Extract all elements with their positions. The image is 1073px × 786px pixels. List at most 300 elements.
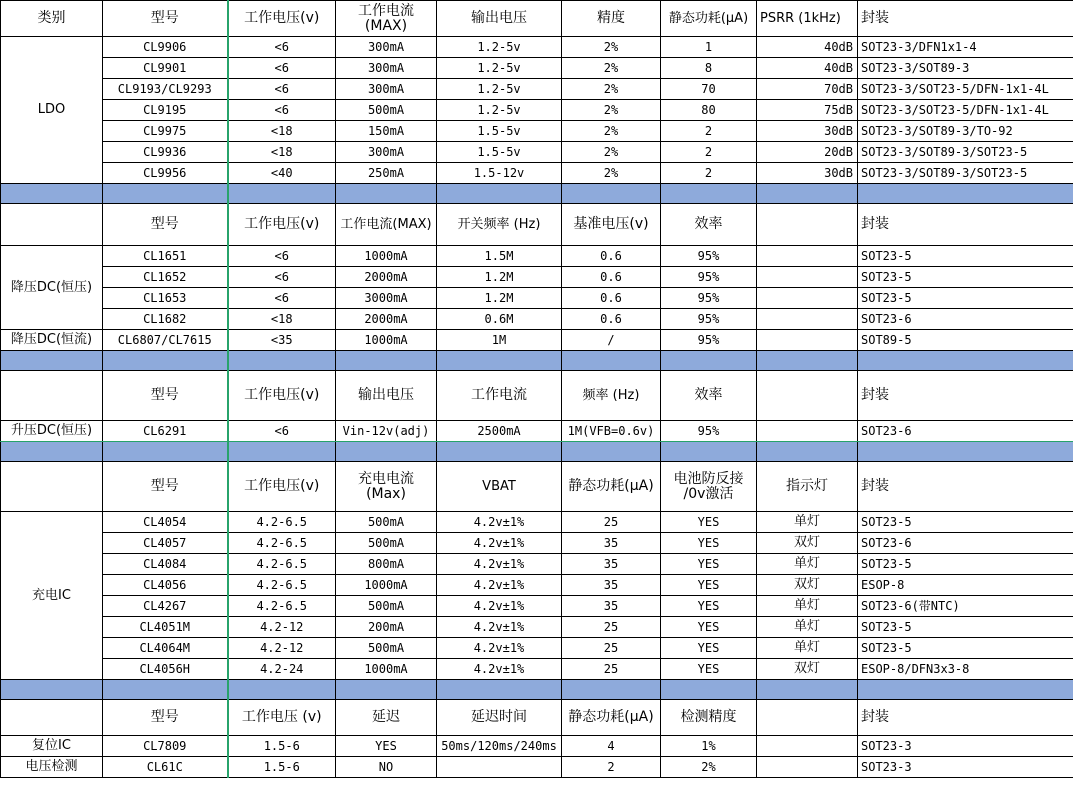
cell[interactable]: 70dB bbox=[757, 79, 858, 100]
header-model[interactable]: 型号 bbox=[103, 1, 228, 37]
cell[interactable]: 8 bbox=[661, 58, 757, 79]
band-cell[interactable] bbox=[661, 680, 757, 700]
band-cell[interactable] bbox=[661, 442, 757, 462]
cell[interactable]: 50ms/120ms/240ms bbox=[437, 736, 562, 757]
table-row bbox=[1, 512, 1073, 533]
band-cell[interactable] bbox=[103, 184, 228, 204]
cell[interactable]: <18 bbox=[228, 142, 336, 163]
cell-package[interactable]: SOT23-3/SOT23-5/DFN-1x1-4L bbox=[858, 79, 1073, 100]
table-row bbox=[1, 554, 1073, 575]
cell-package[interactable]: SOT23-3 bbox=[858, 736, 1073, 757]
cell[interactable]: 1000mA bbox=[336, 575, 437, 596]
band-cell[interactable] bbox=[336, 680, 437, 700]
header-psrr[interactable]: PSRR (1kHz) bbox=[757, 1, 858, 37]
cell[interactable]: 1.2-5v bbox=[437, 100, 562, 121]
cell-package[interactable]: SOT23-5 bbox=[858, 267, 1073, 288]
cell[interactable]: 2% bbox=[562, 163, 661, 184]
header-output-voltage[interactable]: 输出电压 bbox=[437, 1, 562, 37]
cell[interactable]: 500mA bbox=[336, 100, 437, 121]
cell[interactable] bbox=[757, 288, 858, 309]
header-blank[interactable] bbox=[757, 204, 858, 246]
band-cell[interactable] bbox=[858, 184, 1073, 204]
table-row bbox=[1, 533, 1073, 554]
cell[interactable]: 1.5-12v bbox=[437, 163, 562, 184]
band-cell[interactable] bbox=[757, 351, 858, 371]
header-blank[interactable] bbox=[1, 700, 103, 736]
cell-model[interactable]: CL4056H bbox=[103, 659, 228, 680]
band-cell[interactable] bbox=[336, 351, 437, 371]
band-cell[interactable] bbox=[562, 184, 661, 204]
band-cell[interactable] bbox=[757, 680, 858, 700]
cell-model[interactable]: CL9901 bbox=[103, 58, 228, 79]
band-cell[interactable] bbox=[437, 351, 562, 371]
header-package[interactable]: 封装 bbox=[858, 700, 1073, 736]
cell[interactable]: 2% bbox=[562, 37, 661, 58]
header-model[interactable]: 型号 bbox=[103, 462, 228, 512]
cell[interactable]: 40dB bbox=[757, 37, 858, 58]
cell[interactable]: Vin-12v(adj) bbox=[336, 421, 437, 442]
cell[interactable]: 35 bbox=[562, 554, 661, 575]
cell[interactable]: 75dB bbox=[757, 100, 858, 121]
header-model[interactable]: 型号 bbox=[103, 204, 228, 246]
band-cell[interactable] bbox=[562, 680, 661, 700]
cell[interactable]: 300mA bbox=[336, 79, 437, 100]
cell[interactable]: 1M(VFB=0.6v) bbox=[562, 421, 661, 442]
cell[interactable] bbox=[757, 267, 858, 288]
band-cell[interactable] bbox=[228, 351, 336, 371]
band-cell[interactable] bbox=[1, 184, 103, 204]
table-row bbox=[1, 142, 1073, 163]
cell[interactable]: / bbox=[562, 330, 661, 351]
cell[interactable]: 25 bbox=[562, 638, 661, 659]
category-boost[interactable]: 升压DC(恒压) bbox=[1, 421, 103, 442]
header-voltage[interactable]: 工作电压(v) bbox=[228, 204, 336, 246]
band-cell[interactable] bbox=[228, 184, 336, 204]
cell[interactable]: 4.2-12 bbox=[228, 617, 336, 638]
cell[interactable]: 2% bbox=[562, 100, 661, 121]
cell-model[interactable]: CL4056 bbox=[103, 575, 228, 596]
cell[interactable] bbox=[757, 736, 858, 757]
cell-package[interactable]: SOT23-5 bbox=[858, 554, 1073, 575]
header-vbat[interactable]: VBAT bbox=[437, 462, 562, 512]
cell-model[interactable]: CL9193/CL9293 bbox=[103, 79, 228, 100]
table-row bbox=[1, 79, 1073, 100]
header-frequency[interactable]: 频率 (Hz) bbox=[562, 371, 661, 421]
cell-model[interactable]: CL1651 bbox=[103, 246, 228, 267]
table-row bbox=[1, 246, 1073, 267]
header-package[interactable]: 封装 bbox=[858, 371, 1073, 421]
table-row bbox=[1, 575, 1073, 596]
cell[interactable]: 1.5-5v bbox=[437, 121, 562, 142]
cell[interactable]: 300mA bbox=[336, 37, 437, 58]
cell-indicator[interactable]: 双灯 bbox=[757, 659, 858, 680]
cell[interactable]: 30dB bbox=[757, 121, 858, 142]
cell[interactable]: 1000mA bbox=[336, 659, 437, 680]
band-cell[interactable] bbox=[562, 442, 661, 462]
cell-package[interactable]: SOT23-5 bbox=[858, 288, 1073, 309]
cell[interactable]: 4.2-24 bbox=[228, 659, 336, 680]
header-quiescent[interactable]: 静态功耗(μA) bbox=[562, 462, 661, 512]
cell-package[interactable]: SOT23-5 bbox=[858, 638, 1073, 659]
header-switch-frequency[interactable]: 开关频率 (Hz) bbox=[437, 204, 562, 246]
section-divider bbox=[1, 680, 1073, 700]
cell[interactable]: 300mA bbox=[336, 58, 437, 79]
cell[interactable] bbox=[757, 421, 858, 442]
table-row bbox=[1, 659, 1073, 680]
cell[interactable] bbox=[757, 330, 858, 351]
cell[interactable]: <6 bbox=[228, 421, 336, 442]
cell[interactable]: 1.2M bbox=[437, 267, 562, 288]
category-voltage-detect[interactable]: 电压检测 bbox=[1, 757, 103, 778]
cell[interactable]: 1.5M bbox=[437, 246, 562, 267]
category-reset[interactable]: 复位IC bbox=[1, 736, 103, 757]
cell[interactable]: 2% bbox=[562, 142, 661, 163]
cell-model[interactable]: CL4057 bbox=[103, 533, 228, 554]
cell[interactable]: <35 bbox=[228, 330, 336, 351]
cell-indicator[interactable]: 单灯 bbox=[757, 617, 858, 638]
cell[interactable]: 4.2-6.5 bbox=[228, 554, 336, 575]
cell[interactable]: 1.5-5v bbox=[437, 142, 562, 163]
header-blank[interactable] bbox=[757, 700, 858, 736]
header-model[interactable]: 型号 bbox=[103, 371, 228, 421]
header-package[interactable]: 封装 bbox=[858, 462, 1073, 512]
header-model[interactable]: 型号 bbox=[103, 700, 228, 736]
band-cell[interactable] bbox=[228, 442, 336, 462]
cell-model[interactable]: CL6291 bbox=[103, 421, 228, 442]
header-package[interactable]: 封装 bbox=[858, 204, 1073, 246]
cell-indicator[interactable]: 单灯 bbox=[757, 638, 858, 659]
table-row-selected bbox=[1, 421, 1073, 442]
cell[interactable]: <6 bbox=[228, 246, 336, 267]
cell[interactable]: 35 bbox=[562, 575, 661, 596]
cell-indicator[interactable]: 双灯 bbox=[757, 575, 858, 596]
cell[interactable]: 35 bbox=[562, 533, 661, 554]
cell[interactable]: 4.2v±1% bbox=[437, 554, 562, 575]
section-divider bbox=[1, 184, 1073, 204]
cell[interactable]: <18 bbox=[228, 309, 336, 330]
cell-model[interactable]: CL61C bbox=[103, 757, 228, 778]
header-charge-current[interactable]: 充电电流 (Max) bbox=[336, 462, 437, 512]
band-cell[interactable] bbox=[103, 442, 228, 462]
cell[interactable]: 4.2v±1% bbox=[437, 596, 562, 617]
cell-package[interactable]: SOT23-3/SOT89-3/SOT23-5 bbox=[858, 163, 1073, 184]
cell[interactable]: 40dB bbox=[757, 58, 858, 79]
table-row bbox=[1, 163, 1073, 184]
cell-package[interactable]: SOT89-5 bbox=[858, 330, 1073, 351]
cell[interactable]: 70 bbox=[661, 79, 757, 100]
band-cell[interactable] bbox=[1, 680, 103, 700]
cell[interactable] bbox=[757, 309, 858, 330]
boost-header-row bbox=[1, 371, 1073, 421]
cell[interactable]: 95% bbox=[661, 330, 757, 351]
band-cell[interactable] bbox=[437, 680, 562, 700]
cell-package[interactable]: SOT23-3 bbox=[858, 757, 1073, 778]
band-cell[interactable] bbox=[103, 680, 228, 700]
cell-package[interactable]: SOT23-3/DFN1x1-4 bbox=[858, 37, 1073, 58]
cell-package[interactable]: SOT23-5 bbox=[858, 617, 1073, 638]
cell[interactable]: 30dB bbox=[757, 163, 858, 184]
table-row bbox=[1, 288, 1073, 309]
cell[interactable]: 1.5-6 bbox=[228, 757, 336, 778]
cell[interactable]: 4.2-6.5 bbox=[228, 533, 336, 554]
band-cell[interactable] bbox=[858, 442, 1073, 462]
cell-package[interactable]: SOT23-5 bbox=[858, 512, 1073, 533]
header-package[interactable]: 封装 bbox=[858, 1, 1073, 37]
cell[interactable]: 95% bbox=[661, 267, 757, 288]
cell[interactable]: 1000mA bbox=[336, 246, 437, 267]
cell[interactable]: 2% bbox=[661, 757, 757, 778]
cell-model[interactable]: CL4084 bbox=[103, 554, 228, 575]
header-indicator[interactable]: 指示灯 bbox=[757, 462, 858, 512]
cell[interactable]: 25 bbox=[562, 617, 661, 638]
header-battery-protection[interactable]: 电池防反接 /0v激活 bbox=[661, 462, 757, 512]
cell-model[interactable]: CL6807/CL7615 bbox=[103, 330, 228, 351]
header-delay[interactable]: 延迟 bbox=[336, 700, 437, 736]
cell[interactable] bbox=[437, 757, 562, 778]
cell-model[interactable]: CL4051M bbox=[103, 617, 228, 638]
cell[interactable]: 95% bbox=[661, 246, 757, 267]
band-cell[interactable] bbox=[562, 351, 661, 371]
cell[interactable]: 0.6 bbox=[562, 309, 661, 330]
cell[interactable]: 1% bbox=[661, 736, 757, 757]
cell-model[interactable]: CL4054 bbox=[103, 512, 228, 533]
cell-model[interactable]: CL9936 bbox=[103, 142, 228, 163]
section-divider bbox=[1, 351, 1073, 371]
cell[interactable] bbox=[757, 246, 858, 267]
header-blank[interactable] bbox=[757, 371, 858, 421]
header-blank[interactable] bbox=[1, 204, 103, 246]
header-voltage[interactable]: 工作电压(v) bbox=[228, 462, 336, 512]
cell[interactable]: 2 bbox=[562, 757, 661, 778]
cell-indicator[interactable]: 单灯 bbox=[757, 554, 858, 575]
band-cell[interactable] bbox=[1, 442, 103, 462]
cell-indicator[interactable]: 单灯 bbox=[757, 596, 858, 617]
cell[interactable]: <6 bbox=[228, 79, 336, 100]
cell-package[interactable]: ESOP-8/DFN3x3-8 bbox=[858, 659, 1073, 680]
header-blank[interactable] bbox=[1, 462, 103, 512]
table-row bbox=[1, 617, 1073, 638]
cell[interactable]: 1.2-5v bbox=[437, 37, 562, 58]
cell[interactable]: 4.2-6.5 bbox=[228, 575, 336, 596]
cell-package[interactable]: ESOP-8 bbox=[858, 575, 1073, 596]
cell[interactable]: 25 bbox=[562, 512, 661, 533]
header-efficiency[interactable]: 效率 bbox=[661, 371, 757, 421]
cell-model[interactable]: CL1682 bbox=[103, 309, 228, 330]
cell[interactable]: 4.2v±1% bbox=[437, 575, 562, 596]
cell[interactable]: 95% bbox=[661, 421, 757, 442]
cell[interactable]: <18 bbox=[228, 121, 336, 142]
cell[interactable]: 500mA bbox=[336, 638, 437, 659]
buck-header-row bbox=[1, 204, 1073, 246]
cell-package[interactable]: SOT23-3/SOT23-5/DFN-1x1-4L bbox=[858, 100, 1073, 121]
cell[interactable]: YES bbox=[661, 512, 757, 533]
cell[interactable]: 200mA bbox=[336, 617, 437, 638]
category-buck-cv[interactable]: 降压DC(恒压) bbox=[1, 246, 103, 330]
table-row bbox=[1, 330, 1073, 351]
header-reference-voltage[interactable]: 基准电压(v) bbox=[562, 204, 661, 246]
table-row bbox=[1, 736, 1073, 757]
cell[interactable]: YES bbox=[661, 575, 757, 596]
cell[interactable]: <6 bbox=[228, 37, 336, 58]
cell[interactable]: 4.2-12 bbox=[228, 638, 336, 659]
band-cell[interactable] bbox=[661, 184, 757, 204]
header-delay-time[interactable]: 延迟时间 bbox=[437, 700, 562, 736]
cell-model[interactable]: CL4267 bbox=[103, 596, 228, 617]
header-voltage[interactable]: 工作电压(v) bbox=[228, 371, 336, 421]
header-output-voltage[interactable]: 输出电压 bbox=[336, 371, 437, 421]
charger-header-row bbox=[1, 462, 1073, 512]
cell[interactable]: 4.2v±1% bbox=[437, 638, 562, 659]
cell[interactable]: 2000mA bbox=[336, 267, 437, 288]
cell[interactable] bbox=[757, 757, 858, 778]
section-divider bbox=[1, 442, 1073, 462]
cell[interactable]: 2000mA bbox=[336, 309, 437, 330]
cell-package[interactable]: SOT23-5 bbox=[858, 246, 1073, 267]
cell[interactable]: 35 bbox=[562, 596, 661, 617]
cell[interactable]: <6 bbox=[228, 288, 336, 309]
table-row bbox=[1, 309, 1073, 330]
category-buck-cc[interactable]: 降压DC(恒流) bbox=[1, 330, 103, 351]
table-row bbox=[1, 37, 1073, 58]
cell[interactable]: YES bbox=[661, 617, 757, 638]
cell[interactable]: 1000mA bbox=[336, 330, 437, 351]
cell[interactable]: 95% bbox=[661, 309, 757, 330]
header-category[interactable]: 类别 bbox=[1, 1, 103, 37]
cell-model[interactable]: CL1653 bbox=[103, 288, 228, 309]
header-voltage[interactable]: 工作电压 (v) bbox=[228, 700, 336, 736]
cell[interactable]: 2 bbox=[661, 121, 757, 142]
cell[interactable]: NO bbox=[336, 757, 437, 778]
cell[interactable]: YES bbox=[661, 596, 757, 617]
header-efficiency[interactable]: 效率 bbox=[661, 204, 757, 246]
band-cell[interactable] bbox=[757, 184, 858, 204]
band-cell[interactable] bbox=[228, 680, 336, 700]
header-quiescent[interactable]: 静态功耗(μA) bbox=[562, 700, 661, 736]
cell-model[interactable]: CL9975 bbox=[103, 121, 228, 142]
cell-model[interactable]: CL9906 bbox=[103, 37, 228, 58]
cell[interactable]: 95% bbox=[661, 288, 757, 309]
table-row bbox=[1, 757, 1073, 778]
cell[interactable]: 2 bbox=[661, 163, 757, 184]
band-cell[interactable] bbox=[858, 680, 1073, 700]
cell[interactable]: 2% bbox=[562, 79, 661, 100]
cell[interactable]: 2 bbox=[661, 142, 757, 163]
cell[interactable]: 1.2-5v bbox=[437, 79, 562, 100]
cell-model[interactable]: CL7809 bbox=[103, 736, 228, 757]
cell[interactable]: 500mA bbox=[336, 533, 437, 554]
cell[interactable]: 0.6 bbox=[562, 246, 661, 267]
cell-model[interactable]: CL9195 bbox=[103, 100, 228, 121]
cell[interactable]: 2% bbox=[562, 58, 661, 79]
band-cell[interactable] bbox=[661, 351, 757, 371]
band-cell[interactable] bbox=[858, 351, 1073, 371]
cell-model[interactable]: CL4064M bbox=[103, 638, 228, 659]
cell[interactable]: 3000mA bbox=[336, 288, 437, 309]
cell-model[interactable]: CL9956 bbox=[103, 163, 228, 184]
cell[interactable]: YES bbox=[336, 736, 437, 757]
cell[interactable]: 4.2-6.5 bbox=[228, 596, 336, 617]
table-row bbox=[1, 596, 1073, 617]
cell-package[interactable]: SOT23-6 bbox=[858, 421, 1073, 442]
cell[interactable]: 4 bbox=[562, 736, 661, 757]
cell-package[interactable]: SOT23-6 bbox=[858, 309, 1073, 330]
cell-package[interactable]: SOT23-6(带NTC) bbox=[858, 596, 1073, 617]
cell[interactable]: 4.2v±1% bbox=[437, 617, 562, 638]
header-voltage[interactable]: 工作电压(v) bbox=[228, 1, 336, 37]
cell[interactable]: <6 bbox=[228, 100, 336, 121]
cell[interactable]: 1.2M bbox=[437, 288, 562, 309]
header-current[interactable]: 工作电流(MAX) bbox=[336, 1, 437, 37]
cell[interactable]: 1.2-5v bbox=[437, 58, 562, 79]
cell[interactable]: YES bbox=[661, 638, 757, 659]
band-cell[interactable] bbox=[1, 351, 103, 371]
reset-header-row bbox=[1, 700, 1073, 736]
table-row bbox=[1, 267, 1073, 288]
cell[interactable]: 1 bbox=[661, 37, 757, 58]
cell-indicator[interactable]: 双灯 bbox=[757, 533, 858, 554]
cell-package[interactable]: SOT23-3/SOT89-3 bbox=[858, 58, 1073, 79]
cell[interactable]: 250mA bbox=[336, 163, 437, 184]
category-charger[interactable]: 充电IC bbox=[1, 512, 103, 680]
cell[interactable]: <6 bbox=[228, 267, 336, 288]
cell-package[interactable]: SOT23-3/SOT89-3/TO-92 bbox=[858, 121, 1073, 142]
cell[interactable]: 500mA bbox=[336, 596, 437, 617]
ldo-header-row bbox=[1, 1, 1073, 37]
cell[interactable]: 20dB bbox=[757, 142, 858, 163]
cell[interactable]: 2500mA bbox=[437, 421, 562, 442]
cell[interactable]: 4.2v±1% bbox=[437, 512, 562, 533]
band-cell[interactable] bbox=[437, 442, 562, 462]
cell[interactable]: YES bbox=[661, 533, 757, 554]
cell[interactable]: 1M bbox=[437, 330, 562, 351]
cell[interactable]: 0.6 bbox=[562, 288, 661, 309]
header-current[interactable]: 工作电流(MAX) bbox=[336, 204, 437, 246]
cell[interactable]: 2% bbox=[562, 121, 661, 142]
cell[interactable]: YES bbox=[661, 554, 757, 575]
cell[interactable]: 500mA bbox=[336, 512, 437, 533]
cell[interactable]: <40 bbox=[228, 163, 336, 184]
cell-model[interactable]: CL1652 bbox=[103, 267, 228, 288]
cell[interactable]: 4.2-6.5 bbox=[228, 512, 336, 533]
cell[interactable]: 800mA bbox=[336, 554, 437, 575]
cell[interactable]: 150mA bbox=[336, 121, 437, 142]
header-blank[interactable] bbox=[1, 371, 103, 421]
cell-indicator[interactable]: 单灯 bbox=[757, 512, 858, 533]
cell[interactable]: 300mA bbox=[336, 142, 437, 163]
cell[interactable]: 25 bbox=[562, 659, 661, 680]
cell[interactable]: <6 bbox=[228, 58, 336, 79]
category-ldo[interactable]: LDO bbox=[1, 37, 103, 184]
cell[interactable]: YES bbox=[661, 659, 757, 680]
header-detection-accuracy[interactable]: 检测精度 bbox=[661, 700, 757, 736]
band-cell[interactable] bbox=[336, 184, 437, 204]
cell[interactable]: 4.2v±1% bbox=[437, 659, 562, 680]
cell[interactable]: 80 bbox=[661, 100, 757, 121]
header-quiescent[interactable]: 静态功耗(μA) bbox=[661, 1, 757, 37]
header-current[interactable]: 工作电流 bbox=[437, 371, 562, 421]
band-cell[interactable] bbox=[757, 442, 858, 462]
header-accuracy[interactable]: 精度 bbox=[562, 1, 661, 37]
band-cell[interactable] bbox=[103, 351, 228, 371]
cell-package[interactable]: SOT23-6 bbox=[858, 533, 1073, 554]
cell[interactable]: 0.6 bbox=[562, 267, 661, 288]
cell[interactable]: 0.6M bbox=[437, 309, 562, 330]
band-cell[interactable] bbox=[336, 442, 437, 462]
cell[interactable]: 4.2v±1% bbox=[437, 533, 562, 554]
band-cell[interactable] bbox=[437, 184, 562, 204]
cell-package[interactable]: SOT23-3/SOT89-3/SOT23-5 bbox=[858, 142, 1073, 163]
cell[interactable]: 1.5-6 bbox=[228, 736, 336, 757]
